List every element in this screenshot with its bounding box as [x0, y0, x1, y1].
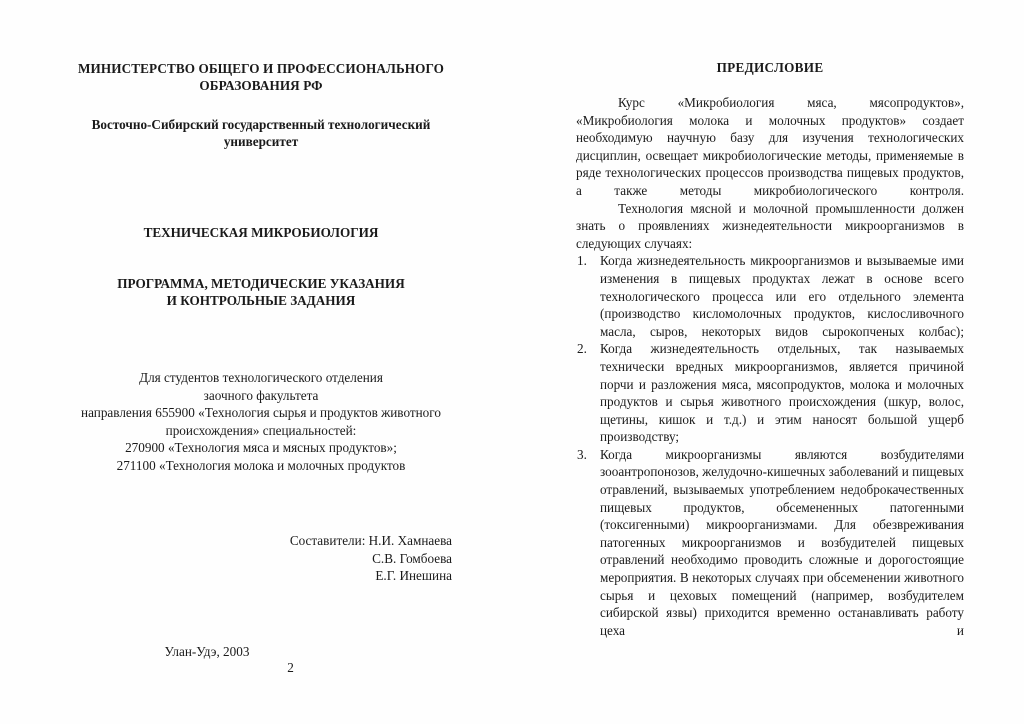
subtitle-line-2: И КОНТРОЛЬНЫЕ ЗАДАНИЯ — [166, 293, 356, 308]
subtitle-line-1: ПРОГРАММА, МЕТОДИЧЕСКИЕ УКАЗАНИЯ — [117, 276, 405, 291]
publication-subtitle — [66, 275, 456, 309]
preface-heading: ПРЕДИСЛОВИЕ — [716, 60, 824, 75]
compilers-block — [66, 532, 456, 585]
preface-paragraph-1: Курс «Микробиология мяса, мясопродуктов», «Микробиология молока и молочных продуктов» создает необходимую научную базу для изучения технологических дисциплин, освещает микробиологические методы, применяемые в ряде технологических процессов производства пищевых продуктов, а также методы микробиологического контроля. — [576, 95, 964, 198]
university-line-2: университет — [223, 134, 299, 149]
course-title: ТЕХНИЧЕСКАЯ МИКРОБИОЛОГИЯ — [143, 225, 379, 240]
audience-line-1: Для студентов технологического отделения — [139, 370, 383, 385]
university-heading — [66, 116, 456, 150]
list-item: Когда микроорганизмы являются возбудителями зооантропонозов, желудочно-кишечных заболеваний и пищевых отравлений, вызываемых употреблением недоброкачественных пищевых продуктов, обсемененных патогенными (токсигенными) микроорганизмами. Для обезвреживания патогенных микроорганизмов и возбудителей пищевых отравлений необходимо проводить сложные и дорогостоящие мероприятия. В некоторых случаях при обсеменении животного сырья и цеховых помещений (например, возбудителем сибирской язвы) приходится временно останавливать работу цеха и — [600, 446, 964, 638]
ministry-heading — [66, 60, 456, 94]
audience-line-3: направления 655900 «Технология сырья и продуктов животного — [81, 405, 441, 420]
university-line-1: Восточно-Сибирский государственный технологический — [91, 117, 431, 132]
title-page-column — [66, 60, 456, 660]
ministry-line-2: ОБРАЗОВАНИЯ РФ — [199, 78, 323, 93]
list-item: Когда жизнедеятельность отдельных, так называемых технически вредных микроорганизмов, является причиной порчи и разложения мяса, мясопродуктов, молока и молочных продуктов и сырья животного происхождения (шкур, волос, щетины, кишок и т.д.) и этим наносят большой ущерб производству; — [600, 341, 964, 445]
audience-line-5: 270900 «Технология мяса и мясных продуктов»; — [125, 440, 397, 455]
audience-line-4: происхождения» специальностей: — [165, 422, 357, 438]
compilers-label: Составители: Н.И. Хамнаева — [289, 533, 452, 548]
city-and-year: Улан-Удэ, 2003 — [164, 643, 250, 659]
preface-paragraph-2: Технология мясной и молочной промышленности должен знать о проявлениях жизнедеятельности микроорганизмов в следующих случаях: — [576, 200, 964, 251]
compiler-name-2: С.В. Гомбоева — [372, 550, 452, 566]
compiler-name-3: Е.Г. Инешина — [375, 568, 452, 583]
audience-line-6: 271100 «Технология молока и молочных продуктов — [116, 457, 406, 473]
audience-line-2: заочного факультета — [203, 387, 319, 403]
page-number: 2 — [287, 660, 294, 675]
preface-column — [576, 60, 964, 639]
audience-block — [66, 369, 456, 474]
list-item: Когда жизнедеятельность микроорганизмов и вызываемые ими изменения в пищевых продуктах лежат в основе всего технологического процесса или его отдельного элемента (производство кисломолочных продуктов, кислосливочного масла, сыров, некоторых видов сырокопченых колбас); — [600, 253, 964, 339]
ministry-line-1: МИНИСТЕРСТВО ОБЩЕГО И ПРОФЕССИОНАЛЬНОГО — [77, 61, 445, 76]
cases-list — [576, 252, 964, 639]
